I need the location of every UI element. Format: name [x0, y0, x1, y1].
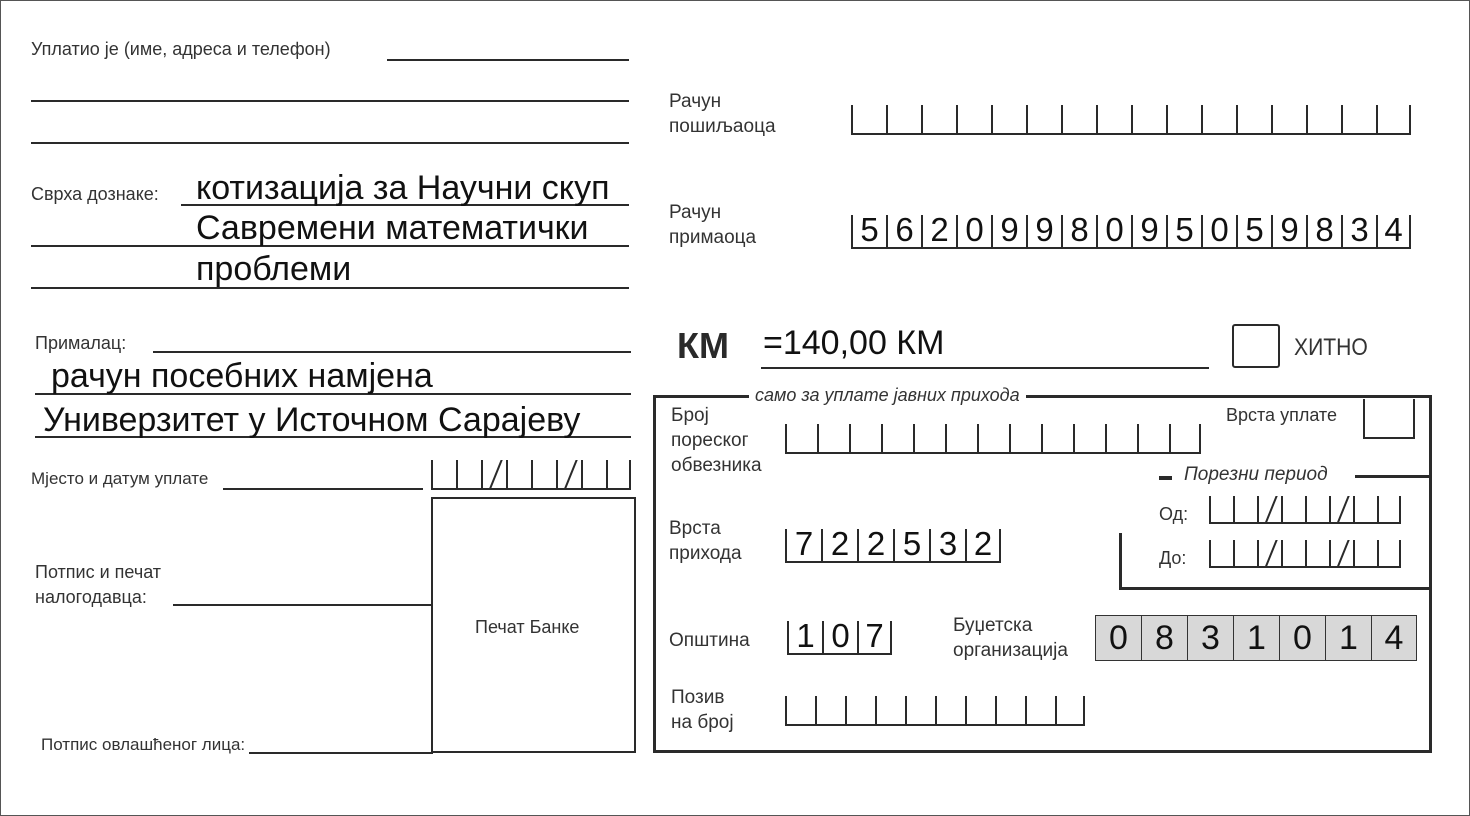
digit-cell: [785, 424, 817, 454]
digit-cell: [1009, 424, 1041, 454]
payment-type-box[interactable]: [1363, 399, 1415, 439]
digit-cell: 0: [1201, 215, 1236, 249]
recipient-label: Прималац:: [35, 333, 127, 353]
label-line: Врста: [669, 518, 721, 539]
label-line: обвезника: [671, 455, 762, 476]
recipient-account-boxes[interactable]: [851, 211, 1411, 249]
date-cell: [1209, 540, 1233, 568]
date-cell: [581, 460, 606, 490]
purpose-text: проблеми: [196, 250, 352, 288]
digit-cell: [1341, 105, 1376, 135]
digit-cell: [1105, 424, 1137, 454]
purpose-text: Савремени математички: [196, 209, 589, 247]
digit-cell: 5: [893, 529, 929, 563]
reference-number-boxes[interactable]: [785, 696, 1085, 726]
digit-cell: [851, 105, 886, 135]
date-cell: [1305, 540, 1329, 568]
digit-cell: [1271, 105, 1306, 135]
digit-cell: [1096, 105, 1131, 135]
currency-label: КМ: [677, 325, 729, 366]
digit-cell: [1169, 424, 1201, 454]
digit-cell: [1073, 424, 1105, 454]
digit-cell: [1376, 105, 1411, 135]
amount-line[interactable]: [761, 367, 1209, 369]
budget-org-boxes[interactable]: [1095, 615, 1417, 661]
period-bracket: [1119, 533, 1122, 589]
digit-cell: [1166, 105, 1201, 135]
digit-cell: [945, 424, 977, 454]
payer-line[interactable]: [387, 59, 629, 61]
purpose-text: котизација за Научни скуп: [196, 169, 610, 207]
recipient-text: рачун посебних намјена: [51, 357, 433, 395]
label-line: Број: [671, 405, 709, 426]
date-cell: [531, 460, 556, 490]
digit-cell: [1041, 424, 1073, 454]
label-line: пошиљаоца: [669, 116, 776, 137]
digit-cell: [1055, 696, 1085, 726]
digit-cell: 9: [1131, 215, 1166, 249]
urgent-label: ХИТНО: [1294, 334, 1368, 361]
digit-cell: [1201, 105, 1236, 135]
digit-cell: 0: [822, 621, 857, 655]
digit-cell: 8: [1061, 215, 1096, 249]
place-date-label: Мјесто и датум уплате: [31, 469, 209, 488]
label-line: примаоца: [669, 227, 757, 248]
date-cell: [506, 460, 531, 490]
purpose-label: Сврха дознаке:: [31, 184, 159, 204]
authorized-label: Потпис овлашћеног лица:: [41, 735, 246, 754]
digit-cell: [886, 105, 921, 135]
label-line: на број: [671, 712, 734, 733]
date-cell: [1281, 540, 1305, 568]
to-date-boxes[interactable]: [1209, 540, 1401, 568]
digit-cell: 7: [785, 529, 821, 563]
digit-cell: [849, 424, 881, 454]
recipient-text: Универзитет у Источном Сарајеву: [43, 401, 581, 439]
digit-cell: [905, 696, 935, 726]
digit-cell: [1131, 105, 1166, 135]
digit-cell: 5: [851, 215, 886, 249]
date-cell: [456, 460, 481, 490]
recipient-account-label: [669, 200, 756, 250]
digit-cell: 6: [886, 215, 921, 249]
date-slash-cell: [481, 460, 506, 490]
municipality-label: Општина: [669, 630, 750, 651]
digit-cell: 1: [1233, 615, 1279, 661]
label-line: прихода: [669, 543, 742, 564]
amount-value: =140,00 КМ: [763, 324, 945, 362]
tax-period-label: Порезни период: [1184, 464, 1328, 485]
to-label: До:: [1159, 548, 1187, 568]
signature-label: Потпис и печат: [35, 562, 162, 582]
digit-cell: [956, 105, 991, 135]
digit-cell: 0: [1095, 615, 1141, 661]
digit-cell: [875, 696, 905, 726]
payer-line[interactable]: [31, 100, 629, 102]
date-cell: [1281, 496, 1305, 524]
digit-cell: [1025, 696, 1055, 726]
date-slash-cell: [1257, 496, 1281, 524]
digit-cell: [1306, 105, 1341, 135]
digit-cell: [815, 696, 845, 726]
date-boxes[interactable]: [431, 460, 631, 490]
digit-cell: [1137, 424, 1169, 454]
payer-line[interactable]: [31, 142, 629, 144]
digit-cell: 9: [1026, 215, 1061, 249]
digit-cell: 1: [787, 621, 822, 655]
date-cell: [1377, 496, 1401, 524]
digit-cell: [965, 696, 995, 726]
label-line: Рачун: [669, 202, 722, 223]
authorized-signature-line[interactable]: [249, 752, 433, 754]
revenue-type-boxes[interactable]: [785, 525, 1001, 563]
date-slash-cell: [1329, 496, 1353, 524]
period-bracket: [1119, 587, 1431, 590]
sender-account-boxes[interactable]: [851, 105, 1411, 135]
tax-id-label: [671, 403, 762, 478]
digit-cell: [1026, 105, 1061, 135]
public-revenue-legend: само за уплате јавних прихода: [749, 385, 1026, 406]
from-label: Од:: [1159, 504, 1189, 524]
digit-cell: 9: [991, 215, 1026, 249]
digit-cell: [913, 424, 945, 454]
date-cell: [606, 460, 631, 490]
date-cell: [1209, 496, 1233, 524]
signature-label: налогодавца:: [35, 587, 147, 607]
digit-cell: 8: [1141, 615, 1187, 661]
bank-stamp-label: Печат Банке: [475, 617, 580, 637]
digit-cell: [991, 105, 1026, 135]
digit-cell: 9: [1271, 215, 1306, 249]
date-slash-cell: [1329, 540, 1353, 568]
payer-label: Уплатио је (име, адреса и телефон): [31, 39, 331, 59]
reference-label: [671, 685, 734, 735]
digit-cell: 5: [1236, 215, 1271, 249]
place-line[interactable]: [223, 488, 423, 490]
municipality-boxes[interactable]: [787, 617, 892, 655]
digit-cell: [1236, 105, 1271, 135]
payment-type-label: Врста уплате: [1226, 405, 1337, 425]
revenue-type-label: [669, 516, 742, 566]
tax-id-boxes[interactable]: [785, 424, 1201, 454]
from-date-boxes[interactable]: [1209, 496, 1401, 524]
date-cell: [1233, 496, 1257, 524]
date-slash-cell: [556, 460, 581, 490]
digit-cell: 3: [929, 529, 965, 563]
date-cell: [1305, 496, 1329, 524]
recipient-line[interactable]: [153, 351, 631, 353]
digit-cell: 0: [1279, 615, 1325, 661]
digit-cell: 1: [1325, 615, 1371, 661]
digit-cell: 2: [821, 529, 857, 563]
digit-cell: 0: [1096, 215, 1131, 249]
digit-cell: [785, 696, 815, 726]
digit-cell: 0: [956, 215, 991, 249]
urgent-checkbox[interactable]: [1232, 324, 1280, 368]
digit-cell: 5: [1166, 215, 1201, 249]
digit-cell: [881, 424, 913, 454]
label-line: Позив: [671, 687, 725, 708]
label-line: пореског: [671, 430, 749, 451]
digit-cell: [935, 696, 965, 726]
period-rule: [1159, 476, 1172, 480]
label-line: Рачун: [669, 91, 722, 112]
digit-cell: 2: [965, 529, 1001, 563]
date-cell: [1353, 496, 1377, 524]
digit-cell: 7: [857, 621, 892, 655]
digit-cell: [1061, 105, 1096, 135]
date-slash-cell: [1257, 540, 1281, 568]
date-cell: [1233, 540, 1257, 568]
digit-cell: 2: [857, 529, 893, 563]
sender-account-label: [669, 89, 776, 139]
digit-cell: [977, 424, 1009, 454]
date-cell: [1377, 540, 1401, 568]
label-line: Буџетска: [953, 615, 1033, 636]
digit-cell: [995, 696, 1025, 726]
digit-cell: [845, 696, 875, 726]
budget-org-label: [953, 613, 1068, 663]
digit-cell: 4: [1371, 615, 1417, 661]
digit-cell: [921, 105, 956, 135]
digit-cell: [817, 424, 849, 454]
digit-cell: 2: [921, 215, 956, 249]
digit-cell: 3: [1187, 615, 1233, 661]
period-rule: [1355, 475, 1429, 478]
digit-cell: 3: [1341, 215, 1376, 249]
label-line: организација: [953, 640, 1068, 661]
date-cell: [1353, 540, 1377, 568]
date-cell: [431, 460, 456, 490]
digit-cell: 8: [1306, 215, 1341, 249]
signature-line[interactable]: [173, 604, 433, 606]
digit-cell: 4: [1376, 215, 1411, 249]
